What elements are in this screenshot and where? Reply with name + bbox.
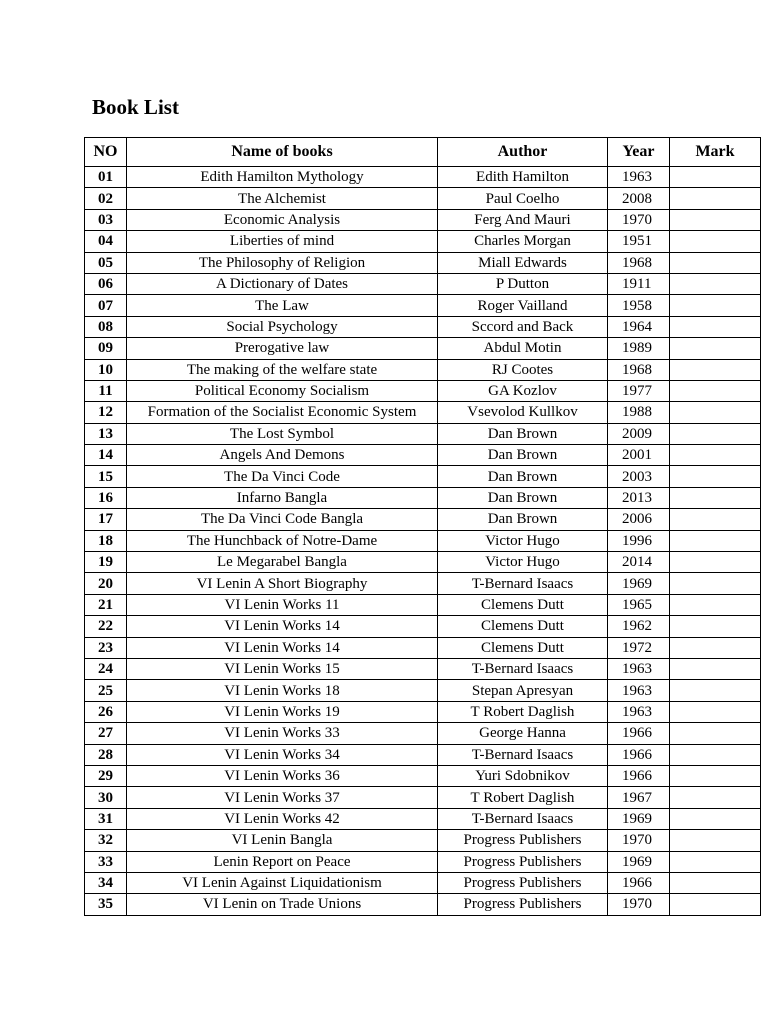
- cell-no: 12: [85, 402, 127, 423]
- header-mark: Mark: [670, 138, 761, 167]
- cell-mark: [670, 380, 761, 401]
- table-row: [85, 509, 761, 530]
- cell-year: 1964: [608, 316, 670, 337]
- cell-mark: [670, 616, 761, 637]
- cell-no: 01: [85, 167, 127, 188]
- cell-year: 1977: [608, 380, 670, 401]
- cell-mark: [670, 359, 761, 380]
- table-row: [85, 573, 761, 594]
- cell-book-name: VI Lenin Against Liquidationism: [127, 872, 438, 893]
- cell-no: 17: [85, 509, 127, 530]
- cell-author: T Robert Daglish: [438, 701, 608, 722]
- cell-no: 31: [85, 808, 127, 829]
- cell-year: 2001: [608, 445, 670, 466]
- cell-author: Paul Coelho: [438, 188, 608, 209]
- cell-no: 09: [85, 338, 127, 359]
- table-row: [85, 894, 761, 915]
- cell-mark: [670, 658, 761, 679]
- cell-year: 1963: [608, 167, 670, 188]
- table-row: [85, 445, 761, 466]
- cell-mark: [670, 765, 761, 786]
- cell-author: Progress Publishers: [438, 872, 608, 893]
- cell-no: 15: [85, 466, 127, 487]
- cell-mark: [670, 487, 761, 508]
- table-body: [85, 167, 761, 916]
- cell-mark: [670, 637, 761, 658]
- cell-author: Miall Edwards: [438, 252, 608, 273]
- header-name: Name of books: [127, 138, 438, 167]
- table-row: [85, 872, 761, 893]
- cell-author: Edith Hamilton: [438, 167, 608, 188]
- cell-year: 1968: [608, 359, 670, 380]
- cell-book-name: The Hunchback of Notre-Dame: [127, 530, 438, 551]
- cell-book-name: The Philosophy of Religion: [127, 252, 438, 273]
- cell-mark: [670, 552, 761, 573]
- cell-mark: [670, 252, 761, 273]
- cell-year: 1970: [608, 894, 670, 915]
- cell-year: 1966: [608, 744, 670, 765]
- table-row: [85, 723, 761, 744]
- cell-year: 1966: [608, 872, 670, 893]
- table-row: [85, 830, 761, 851]
- cell-author: GA Kozlov: [438, 380, 608, 401]
- cell-author: Progress Publishers: [438, 830, 608, 851]
- cell-book-name: A Dictionary of Dates: [127, 273, 438, 294]
- cell-year: 2003: [608, 466, 670, 487]
- table-row: [85, 466, 761, 487]
- cell-author: Dan Brown: [438, 487, 608, 508]
- cell-year: 1965: [608, 594, 670, 615]
- cell-author: Roger Vailland: [438, 295, 608, 316]
- table-row: [85, 295, 761, 316]
- cell-book-name: Social Psychology: [127, 316, 438, 337]
- cell-book-name: VI Lenin on Trade Unions: [127, 894, 438, 915]
- cell-author: RJ Cootes: [438, 359, 608, 380]
- cell-no: 10: [85, 359, 127, 380]
- table-row: [85, 209, 761, 230]
- cell-author: Progress Publishers: [438, 851, 608, 872]
- cell-author: Dan Brown: [438, 445, 608, 466]
- cell-mark: [670, 872, 761, 893]
- table-row: [85, 701, 761, 722]
- cell-year: 1911: [608, 273, 670, 294]
- cell-mark: [670, 209, 761, 230]
- cell-author: T-Bernard Isaacs: [438, 808, 608, 829]
- table-row: [85, 744, 761, 765]
- cell-mark: [670, 701, 761, 722]
- cell-no: 33: [85, 851, 127, 872]
- cell-mark: [670, 167, 761, 188]
- table-row: [85, 380, 761, 401]
- cell-mark: [670, 188, 761, 209]
- cell-mark: [670, 830, 761, 851]
- cell-mark: [670, 316, 761, 337]
- table-row: [85, 808, 761, 829]
- cell-no: 02: [85, 188, 127, 209]
- cell-book-name: VI Lenin Works 15: [127, 658, 438, 679]
- header-author: Author: [438, 138, 608, 167]
- cell-author: T-Bernard Isaacs: [438, 744, 608, 765]
- cell-author: T Robert Daglish: [438, 787, 608, 808]
- cell-book-name: Le Megarabel Bangla: [127, 552, 438, 573]
- cell-year: 2013: [608, 487, 670, 508]
- cell-year: 1968: [608, 252, 670, 273]
- table-row: [85, 552, 761, 573]
- cell-book-name: VI Lenin A Short Biography: [127, 573, 438, 594]
- table-row: [85, 637, 761, 658]
- cell-author: Stepan Apresyan: [438, 680, 608, 701]
- table-row: [85, 658, 761, 679]
- cell-book-name: The Lost Symbol: [127, 423, 438, 444]
- cell-mark: [670, 466, 761, 487]
- cell-author: T-Bernard Isaacs: [438, 658, 608, 679]
- cell-book-name: The making of the welfare state: [127, 359, 438, 380]
- page-title: Book List: [92, 95, 179, 119]
- cell-year: 2008: [608, 188, 670, 209]
- book-list-table: [84, 137, 761, 916]
- header-year: Year: [608, 138, 670, 167]
- cell-mark: [670, 509, 761, 530]
- cell-author: Dan Brown: [438, 423, 608, 444]
- cell-mark: [670, 231, 761, 252]
- cell-author: Ferg And Mauri: [438, 209, 608, 230]
- cell-mark: [670, 530, 761, 551]
- cell-no: 06: [85, 273, 127, 294]
- table-header-row: [85, 138, 761, 167]
- cell-book-name: VI Lenin Works 18: [127, 680, 438, 701]
- cell-book-name: Angels And Demons: [127, 445, 438, 466]
- cell-year: 1963: [608, 680, 670, 701]
- cell-author: Abdul Motin: [438, 338, 608, 359]
- cell-year: 1988: [608, 402, 670, 423]
- cell-year: 1966: [608, 765, 670, 786]
- cell-author: Yuri Sdobnikov: [438, 765, 608, 786]
- cell-no: 21: [85, 594, 127, 615]
- cell-mark: [670, 338, 761, 359]
- cell-author: Dan Brown: [438, 466, 608, 487]
- cell-year: 1951: [608, 231, 670, 252]
- cell-book-name: The Da Vinci Code Bangla: [127, 509, 438, 530]
- cell-book-name: Edith Hamilton Mythology: [127, 167, 438, 188]
- cell-mark: [670, 808, 761, 829]
- table-row: [85, 316, 761, 337]
- cell-year: 1963: [608, 658, 670, 679]
- cell-book-name: Lenin Report on Peace: [127, 851, 438, 872]
- cell-no: 13: [85, 423, 127, 444]
- cell-mark: [670, 573, 761, 594]
- cell-no: 22: [85, 616, 127, 637]
- cell-no: 08: [85, 316, 127, 337]
- cell-no: 18: [85, 530, 127, 551]
- cell-no: 20: [85, 573, 127, 594]
- cell-author: Dan Brown: [438, 509, 608, 530]
- cell-book-name: Formation of the Socialist Economic System: [127, 402, 438, 423]
- cell-author: Clemens Dutt: [438, 637, 608, 658]
- cell-year: 1958: [608, 295, 670, 316]
- cell-year: 1989: [608, 338, 670, 359]
- cell-year: 1970: [608, 209, 670, 230]
- cell-book-name: VI Lenin Works 14: [127, 616, 438, 637]
- cell-year: 1966: [608, 723, 670, 744]
- table-row: [85, 402, 761, 423]
- cell-book-name: Political Economy Socialism: [127, 380, 438, 401]
- cell-book-name: VI Lenin Works 11: [127, 594, 438, 615]
- table-row: [85, 765, 761, 786]
- cell-year: 2014: [608, 552, 670, 573]
- table-row: [85, 273, 761, 294]
- cell-mark: [670, 680, 761, 701]
- cell-no: 34: [85, 872, 127, 893]
- table-row: [85, 338, 761, 359]
- cell-mark: [670, 787, 761, 808]
- table-row: [85, 359, 761, 380]
- cell-no: 28: [85, 744, 127, 765]
- cell-no: 25: [85, 680, 127, 701]
- cell-no: 16: [85, 487, 127, 508]
- cell-year: 1969: [608, 808, 670, 829]
- cell-author: Clemens Dutt: [438, 594, 608, 615]
- header-no: NO: [85, 138, 127, 167]
- cell-year: 1972: [608, 637, 670, 658]
- table-row: [85, 231, 761, 252]
- cell-no: 03: [85, 209, 127, 230]
- table-row: [85, 594, 761, 615]
- cell-author: Clemens Dutt: [438, 616, 608, 637]
- cell-book-name: The Alchemist: [127, 188, 438, 209]
- cell-book-name: VI Lenin Bangla: [127, 830, 438, 851]
- cell-book-name: VI Lenin Works 19: [127, 701, 438, 722]
- table-row: [85, 787, 761, 808]
- cell-book-name: The Da Vinci Code: [127, 466, 438, 487]
- table-row: [85, 487, 761, 508]
- cell-author: Charles Morgan: [438, 231, 608, 252]
- table-row: [85, 167, 761, 188]
- cell-mark: [670, 851, 761, 872]
- cell-book-name: Infarno Bangla: [127, 487, 438, 508]
- cell-year: 1969: [608, 851, 670, 872]
- cell-author: Sccord and Back: [438, 316, 608, 337]
- cell-mark: [670, 723, 761, 744]
- cell-no: 14: [85, 445, 127, 466]
- cell-year: 1967: [608, 787, 670, 808]
- cell-no: 04: [85, 231, 127, 252]
- table-row: [85, 851, 761, 872]
- cell-book-name: Liberties of mind: [127, 231, 438, 252]
- cell-author: Vsevolod Kullkov: [438, 402, 608, 423]
- cell-year: 1963: [608, 701, 670, 722]
- cell-author: P Dutton: [438, 273, 608, 294]
- cell-year: 1962: [608, 616, 670, 637]
- cell-mark: [670, 894, 761, 915]
- table-row: [85, 423, 761, 444]
- cell-book-name: Economic Analysis: [127, 209, 438, 230]
- cell-mark: [670, 273, 761, 294]
- cell-no: 23: [85, 637, 127, 658]
- cell-no: 07: [85, 295, 127, 316]
- cell-mark: [670, 295, 761, 316]
- cell-mark: [670, 423, 761, 444]
- cell-author: George Hanna: [438, 723, 608, 744]
- cell-book-name: VI Lenin Works 34: [127, 744, 438, 765]
- table-row: [85, 188, 761, 209]
- cell-no: 32: [85, 830, 127, 851]
- cell-no: 05: [85, 252, 127, 273]
- table-row: [85, 252, 761, 273]
- cell-book-name: VI Lenin Works 42: [127, 808, 438, 829]
- cell-no: 27: [85, 723, 127, 744]
- cell-year: 1970: [608, 830, 670, 851]
- cell-year: 1996: [608, 530, 670, 551]
- cell-year: 2006: [608, 509, 670, 530]
- cell-no: 26: [85, 701, 127, 722]
- table-row: [85, 616, 761, 637]
- cell-author: Victor Hugo: [438, 552, 608, 573]
- cell-year: 2009: [608, 423, 670, 444]
- cell-book-name: VI Lenin Works 37: [127, 787, 438, 808]
- cell-author: T-Bernard Isaacs: [438, 573, 608, 594]
- cell-year: 1969: [608, 573, 670, 594]
- cell-book-name: VI Lenin Works 33: [127, 723, 438, 744]
- cell-no: 24: [85, 658, 127, 679]
- cell-book-name: The Law: [127, 295, 438, 316]
- cell-mark: [670, 445, 761, 466]
- cell-no: 29: [85, 765, 127, 786]
- cell-book-name: Prerogative law: [127, 338, 438, 359]
- cell-mark: [670, 744, 761, 765]
- cell-no: 19: [85, 552, 127, 573]
- table-row: [85, 530, 761, 551]
- cell-author: Victor Hugo: [438, 530, 608, 551]
- cell-book-name: VI Lenin Works 14: [127, 637, 438, 658]
- cell-no: 30: [85, 787, 127, 808]
- cell-no: 11: [85, 380, 127, 401]
- cell-book-name: VI Lenin Works 36: [127, 765, 438, 786]
- table-row: [85, 680, 761, 701]
- cell-mark: [670, 594, 761, 615]
- cell-author: Progress Publishers: [438, 894, 608, 915]
- cell-no: 35: [85, 894, 127, 915]
- cell-mark: [670, 402, 761, 423]
